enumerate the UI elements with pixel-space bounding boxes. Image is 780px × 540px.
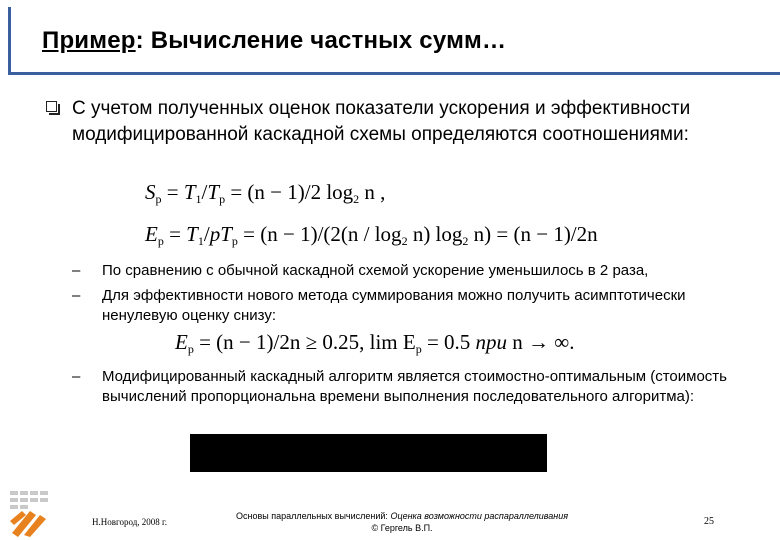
limit-lhs: E [175, 330, 188, 354]
limit-rhs2: = 0.5 [421, 330, 476, 354]
efficiency-log1-sub: 2 [401, 234, 408, 248]
list-item-text: По сравнению с обычной каскадной схемой ускорение уменьшилось в 2 раза, [102, 262, 649, 279]
dash-bullet: – [72, 368, 81, 385]
efficiency-formula [145, 222, 598, 249]
efficiency-lhs-sub: p [157, 234, 164, 248]
footer-course-topic: Оценка возможности распараллеливания [390, 511, 569, 521]
dash-bullet: – [72, 287, 81, 304]
efficiency-log2-sub: 2 [462, 234, 469, 248]
limit-lim-sub: p [415, 342, 422, 356]
footer-course [232, 510, 572, 534]
page-number: 25 [704, 516, 714, 527]
efficiency-t1-sub: 1 [197, 234, 204, 248]
title-rest: : Вычисление частных сумм… [135, 27, 507, 54]
limit-rhs1: = (n − 1)/2n ≥ 0.25, lim E [193, 330, 416, 354]
efficiency-lhs: E [145, 222, 158, 246]
speedup-tp: T [207, 180, 220, 204]
checkbox-bullet-icon [46, 101, 57, 112]
footer-course-name: Основы параллельных вычислений: [235, 511, 391, 521]
speedup-lhs-sub: p [155, 192, 162, 206]
efficiency-tp: T [220, 222, 232, 246]
speedup-tail: n , [359, 180, 386, 204]
speedup-t1-sub: 1 [195, 192, 202, 206]
list-item-text: Для эффективности нового метода суммирования можно получить асимптотически ненулевую оценку снизу: [102, 287, 686, 324]
efficiency-rhs3: n) = (n − 1)/2n [468, 222, 598, 246]
efficiency-rhs1: = (n − 1)/(2(n / log [237, 222, 402, 246]
limit-tail: n → ∞. [507, 330, 575, 354]
unn-logo-icon [8, 489, 50, 537]
speedup-eq: = [161, 180, 184, 204]
efficiency-rhs2: n) log [407, 222, 463, 246]
speedup-t1: T [183, 180, 196, 204]
speedup-log-sub: 2 [353, 192, 360, 206]
speedup-rhs: = (n − 1)/2 log [225, 180, 354, 204]
footer-author: © Гергель В.П. [371, 523, 433, 533]
efficiency-eq: = [163, 222, 187, 246]
limit-formula [175, 330, 575, 357]
efficiency-slash: / [203, 222, 210, 246]
efficiency-tp-sub: p [231, 234, 238, 248]
title-underlined: Пример [42, 27, 136, 54]
footer-location: Н.Новгород, 2008 г. [92, 517, 167, 527]
limit-pri: при [475, 330, 508, 354]
bullet-text: С учетом полученных оценок показатели ускорения и эффективности модифицированной каскадной схемы определяются соотношениями: [72, 98, 691, 145]
list-item-text: Модифицированный каскадный алгоритм является стоимостно-оптимальным (стоимость вычислений пропорциональна времени выполнения последовательного алгоритма): [102, 368, 727, 405]
efficiency-p: p [209, 222, 221, 246]
page-title [42, 27, 506, 55]
limit-lhs-sub: p [187, 342, 194, 356]
speedup-slash: / [201, 180, 208, 204]
speedup-formula [145, 180, 385, 207]
dash-bullet: – [72, 262, 81, 279]
speedup-tp-sub: p [219, 192, 226, 206]
efficiency-t1: T [186, 222, 198, 246]
speedup-lhs: S [145, 180, 156, 204]
redacted-formula-box [190, 434, 547, 472]
